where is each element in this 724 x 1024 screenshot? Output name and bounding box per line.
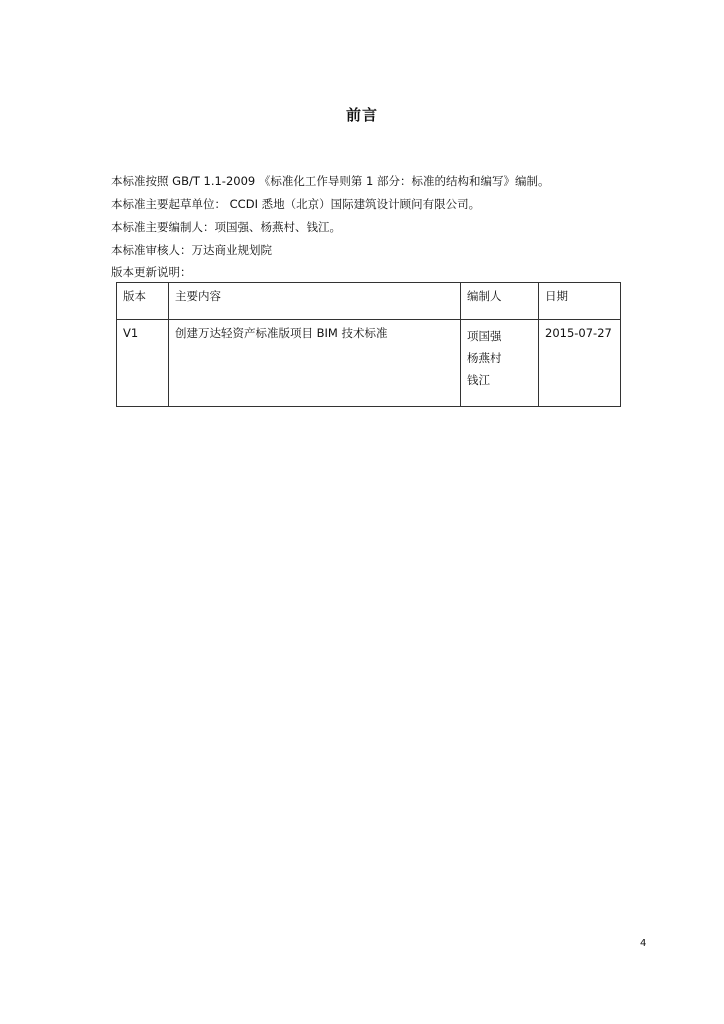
version-table: [116, 282, 621, 407]
author-name: 项国强: [467, 329, 502, 343]
paragraph-main-authors: 本标准主要编制人：项国强、杨燕村、钱江。: [111, 220, 341, 234]
author-name: 钱江: [467, 373, 490, 387]
header-version: 版本: [117, 283, 169, 320]
paragraph-standard-basis: 本标准按照 GB/T 1.1-2009 《标准化工作导则第 1 部分：标准的结构和编写》编制。: [111, 174, 550, 188]
table-row: [117, 320, 621, 407]
header-date: 日期: [539, 283, 621, 320]
paragraph-reviewer: 本标准审核人：万达商业规划院: [111, 243, 272, 257]
paragraph-drafting-unit: 本标准主要起草单位： CCDI 悉地（北京）国际建筑设计顾问有限公司。: [111, 197, 481, 211]
cell-date: 2015-07-27: [539, 320, 621, 407]
page-number: 4: [640, 938, 647, 949]
paragraph-version-notes-label: 版本更新说明：: [111, 265, 192, 279]
table-header-row: [117, 283, 621, 320]
cell-authors: [461, 320, 539, 407]
page-title: 前言: [345, 106, 378, 124]
cell-content: 创建万达轻资产标准版项目 BIM 技术标准: [169, 320, 461, 407]
header-content: 主要内容: [169, 283, 461, 320]
header-author: 编制人: [461, 283, 539, 320]
author-name: 杨燕村: [467, 351, 502, 365]
cell-version: V1: [117, 320, 169, 407]
